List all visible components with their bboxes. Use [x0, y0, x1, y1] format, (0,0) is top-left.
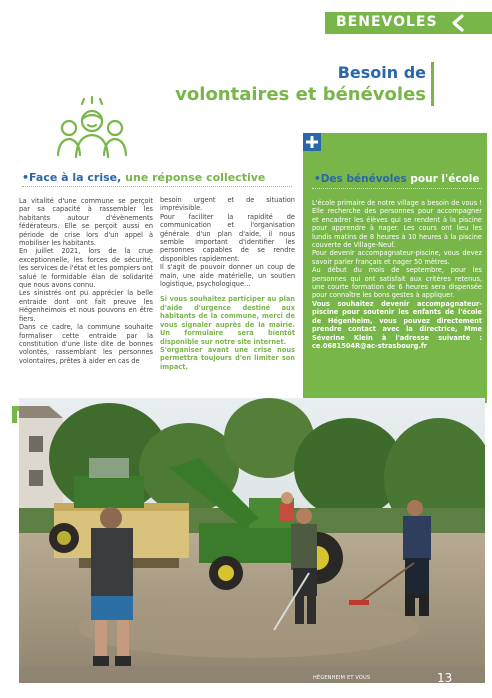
left-article-heading	[22, 171, 265, 184]
col2-paragraph-2: Pour faciliter la rapidité de communication et l'organisation générale d'un plan d'aide, il nous semble important d'identifier les personnes capables de se rendre disponibles rapidement.	[160, 212, 295, 263]
left-heading-divider	[22, 186, 292, 187]
right-heading-divider	[312, 188, 482, 189]
col2-paragraph-3: Il s'agit de pouvoir donner un coup de main, une aide matérielle, un soutien logistique, psychologique…	[160, 263, 295, 289]
col1-paragraph-3: Les sinistrés ont pu apprécier la belle entraide dont ont fait preuve les Hégenheimois et nous pouvons en être fiers.	[19, 289, 153, 323]
left-heading-accent: une réponse collective	[125, 171, 266, 184]
col2-paragraph-1: besoin urgent et de situation imprévisible.	[160, 196, 295, 213]
col1-paragraph-4: Dans ce cadre, la commune souhaite formaliser cette entraide par la constitution d'une liste dite de bonnes volontés, rassemblant les personnes volontaires, prêtes à aider en cas de	[19, 323, 153, 365]
left-heading-prefix: •Face à la crise,	[22, 171, 126, 184]
right-paragraph-1: L'école primaire de notre village a besoin de vous ! Elle recherche des personnes pour accompagner et encadrer les élèves qui se rendent à la piscine pour apprendre à nager. Les cours ont lieu les lundis matins de 8 heures à 10 heures à la piscine couverte de Village-Neuf.	[312, 199, 482, 250]
title-line-1: Besoin de	[337, 63, 426, 82]
right-heading-prefix: •Des bénévoles	[314, 173, 411, 185]
right-heading-accent: pour l'école	[410, 173, 480, 185]
plus-badge	[303, 133, 321, 151]
page-number: 13	[437, 671, 453, 685]
chevron-left-icon	[449, 13, 465, 33]
left-article-column-1	[19, 197, 153, 365]
plus-icon	[306, 136, 318, 148]
right-paragraph-4: Vous souhaitez devenir accompagnateur-piscine pour soutenir les enfants de l'école de Hégenheim, vous pouvez directement prendre contact avec la directrice, Mme Séverine Klein à l'adresse suivante : ce.0681504R@ac-strasbourg.fr	[312, 299, 482, 350]
footer-magazine-name: HÉGENHEIM ET VOUS	[313, 675, 371, 681]
col2-highlight-1: Si vous souhaitez participer au plan d'aide d'urgence destiné aux habitants de la commune, merci de vous signaler auprès de la mairie. Un formulaire sera bientôt disponible sur notre site internet.	[160, 295, 295, 346]
right-box-text	[312, 199, 482, 350]
flood-cleanup-photo	[19, 398, 485, 683]
title-accent-bar	[431, 62, 434, 106]
col2-highlight-2: S'organiser avant une crise nous permettra toujours d'en limiter son impact.	[160, 345, 295, 371]
col1-paragraph-1: La vitalité d'une commune se perçoit par sa capacité à rassembler les habitants autour d'évènements fédérateurs. Elle se perçoit aussi en période de crise lors d'un appel à mobiliser les habitants.	[19, 197, 153, 248]
title-line-2: volontaires et bénévoles	[175, 84, 426, 105]
right-paragraph-2: Pour devenir accompagnateur-piscine, vous devez savoir parler français et nager 50 mètres.	[312, 249, 482, 266]
right-box-heading	[314, 173, 480, 185]
people-icon	[55, 95, 129, 159]
left-article-column-2	[160, 196, 295, 371]
right-paragraph-3: Au début du mois de septembre, pour les personnes qui ont satisfait aux critères retenus, une courte formation de 6 heures sera dispensée pour connaître les bons gestes à appliquer.	[312, 266, 482, 300]
col1-paragraph-2: En juillet 2021, lors de la crue exceptionnelle, les forces de sécurité, les services de l'état et les pompiers ont salué le formidable élan de solidarité que nous avons connu.	[19, 247, 153, 290]
section-label: BENEVOLES	[336, 14, 438, 30]
